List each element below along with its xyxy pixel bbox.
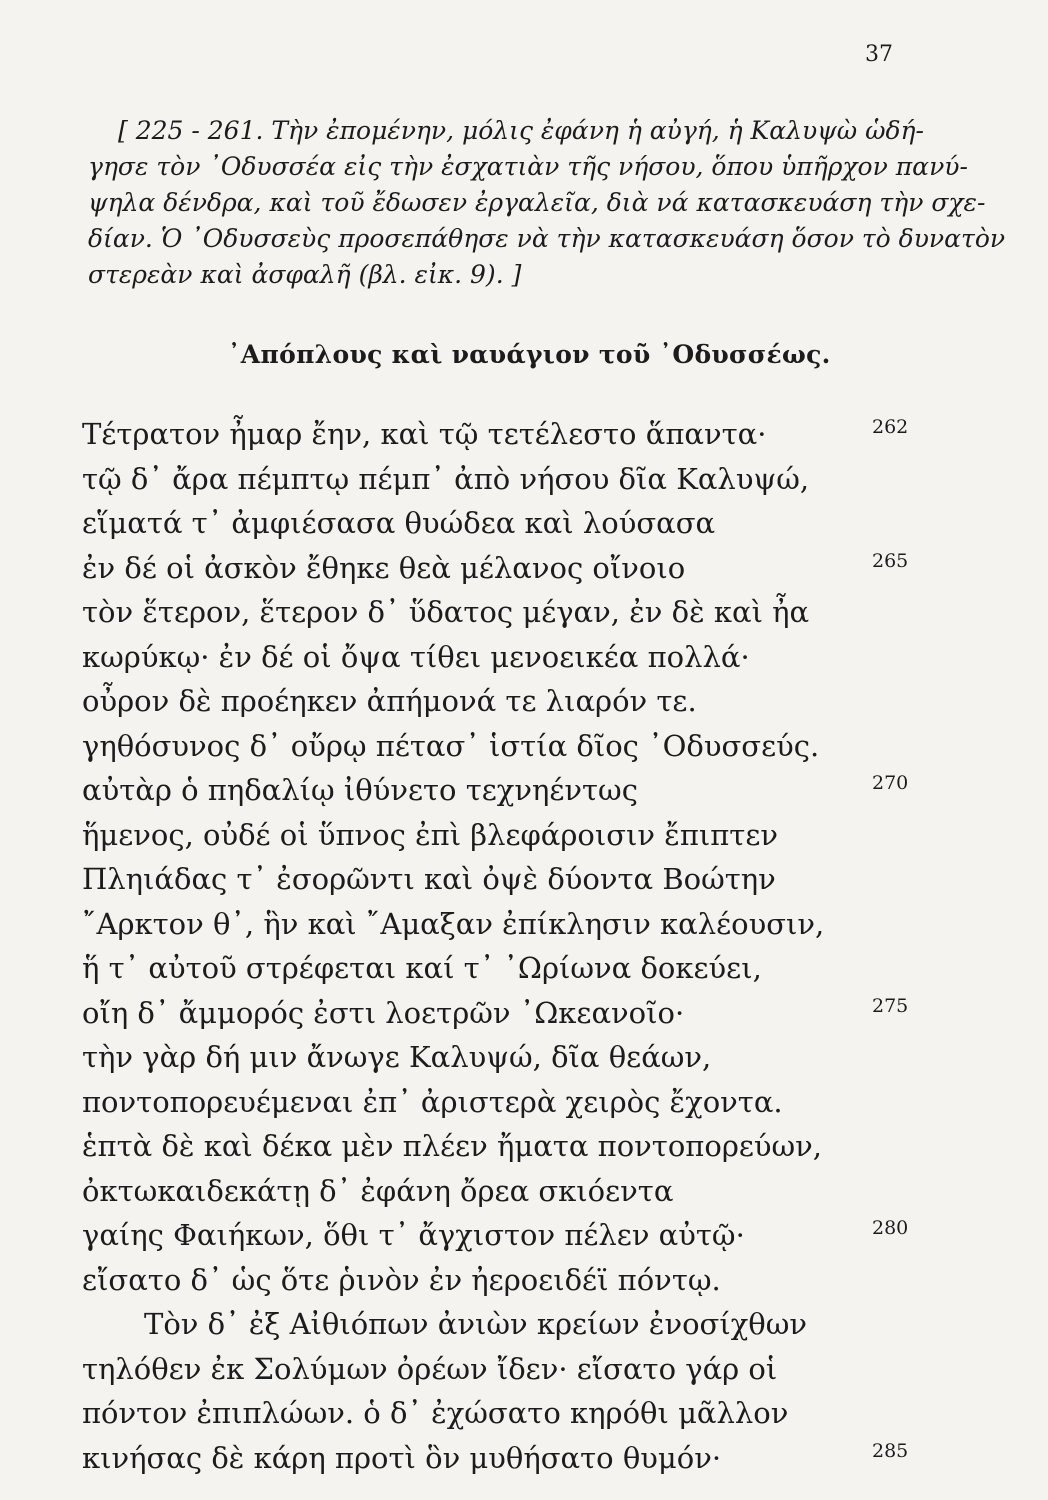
verse-line (82, 724, 962, 769)
line-number: 262 (872, 416, 909, 438)
summary-line: στερεὰν καὶ ἀσφαλῆ (βλ. εἰκ. 9). ] (88, 260, 522, 289)
verse-line (82, 1124, 962, 1169)
verse-line (82, 1035, 962, 1080)
verse-text: κωρύκῳ· ἐν δέ οἱ ὄψα τίθει μενοεικέα πολλά· (82, 639, 750, 674)
verse-text: ἑπτὰ δὲ καὶ δέκα μὲν πλέεν ἤματα ποντοπορεύων, (82, 1129, 823, 1163)
verse-line (82, 412, 962, 457)
verse-text: ῎Αρκτον θ᾿, ἣν καὶ ῎Αμαξαν ἐπίκλησιν καλέουσιν, (82, 906, 825, 941)
verse-line (82, 1347, 962, 1392)
verse-text: ἥ τ᾿ αὐτοῦ στρέφεται καί τ᾿ ᾿Ωρίωνα δοκεύει, (82, 951, 762, 985)
verse-text: οἴη δ᾿ ἄμμορός ἐστι λοετρῶν ᾿Ωκεανοῖο· (82, 995, 685, 1030)
verse-line (82, 1436, 962, 1481)
summary-line: δίαν. Ὁ ᾿Οδυσσεὺς προσεπάθησε νὰ τὴν κατασκευάση ὅσον τὸ δυνατὸν (88, 224, 1006, 253)
verse-line (82, 902, 962, 947)
verse-line (82, 946, 962, 991)
summary-line: γησε τὸν ᾿Οδυσσέα εἰς τὴν ἐσχατιὰν τῆς νήσου, ὅπου ὑπῆρχον πανύ- (88, 152, 968, 181)
verse-text: τὴν γὰρ δή μιν ἄνωγε Καλυψώ, δῖα θεάων, (82, 1040, 712, 1074)
line-number: 285 (872, 1439, 909, 1462)
verse-text: αὐτὰρ ὁ πηδαλίῳ ἰθύνετο τεχνηέντως (82, 773, 638, 807)
verse-text: ποντοπορευέμεναι ἐπ᾿ ἀριστερὰ χειρὸς ἔχοντα. (82, 1084, 783, 1119)
verse-text: ἥμενος, οὐδέ οἱ ὕπνος ἐπὶ βλεφάροισιν ἔπιπτεν (82, 817, 778, 852)
verse-text: εἵματά τ᾿ ἀμφιέσασα θυώδεα καὶ λούσασα (82, 506, 716, 540)
verse-line (82, 1391, 962, 1436)
verse-line (82, 635, 962, 680)
verse-line (82, 1213, 962, 1258)
verse-line (82, 546, 962, 591)
verse-text: τὸν ἕτερον, ἕτερον δ᾿ ὕδατος μέγαν, ἐν δὲ καὶ ἦα (82, 595, 810, 629)
verse-line (82, 813, 962, 858)
verse-text: Πληιάδας τ᾿ ἐσορῶντι καὶ ὀψὲ δύοντα Βοώτην (82, 862, 776, 896)
summary-paragraph (88, 116, 1006, 298)
verse-text: Τὸν δ᾿ ἐξ Αἰθιόπων ἀνιὼν κρείων ἐνοσίχθων (144, 1307, 808, 1341)
verse-line (82, 991, 962, 1036)
verse-line (82, 768, 962, 813)
verse-line (82, 501, 962, 546)
summary-line: [ 225 - 261. Τὴν ἐπομένην, μόλις ἐφάνη ἡ αὐγή, ἡ Καλυψὼ ὡδή- (118, 116, 924, 145)
verse-line (82, 1258, 962, 1303)
verse-text: τηλόθεν ἐκ Σολύμων ὀρέων ἴδεν· εἴσατο γάρ οἱ (82, 1351, 778, 1386)
verse-line (82, 1080, 962, 1125)
verse-text: ὀκτωκαιδεκάτῃ δ᾿ ἐφάνη ὄρεα σκιόεντα (82, 1173, 674, 1208)
verse-text: κινήσας δὲ κάρη προτὶ ὃν μυθήσατο θυμόν· (82, 1440, 722, 1475)
verse-line (82, 857, 962, 902)
verse-text: γαίης Φαιήκων, ὅθι τ᾿ ἄγχιστον πέλεν αὐτῷ· (82, 1218, 745, 1252)
verse-line (82, 1169, 962, 1214)
verse-text: εἴσατο δ᾿ ὡς ὅτε ῥινὸν ἐν ἠεροειδέϊ πόντῳ. (82, 1262, 721, 1297)
line-number: 280 (872, 1217, 909, 1239)
verse-line (82, 679, 962, 724)
verse-text: πόντον ἐπιπλώων. ὁ δ᾿ ἐχώσατο κηρόθι μᾶλλον (82, 1396, 789, 1430)
verse-line (82, 1302, 962, 1347)
verse-text: ἐν δέ οἱ ἀσκὸν ἔθηκε θεὰ μέλανος οἴνοιο (82, 550, 686, 585)
line-number: 265 (872, 549, 909, 572)
verse-line (82, 457, 962, 502)
verse-line (82, 590, 962, 635)
verse-text: Τέτρατον ἦμαρ ἔην, καὶ τῷ τετέλεστο ἅπαντα· (82, 417, 767, 451)
section-heading: ᾿Απόπλους καὶ ναυάγιον τοῦ ᾿Οδυσσέως. (228, 340, 831, 369)
line-number: 275 (872, 994, 909, 1017)
verse-text: γηθόσυνος δ᾿ οὔρῳ πέτασ᾿ ἱστία δῖος ᾿Οδυσσεύς. (82, 728, 820, 763)
verse-text: οὖρον δὲ προέηκεν ἀπήμονά τε λιαρόν τε. (82, 684, 697, 718)
verse-text: τῷ δ᾿ ἄρα πέμπτῳ πέμπ᾿ ἀπὸ νήσου δῖα Καλυψώ, (82, 461, 810, 496)
line-number: 270 (872, 772, 909, 794)
page-number: 37 (865, 42, 893, 67)
poem-text (82, 412, 962, 1480)
summary-line: ψηλα δένδρα, καὶ τοῦ ἔδωσεν ἐργαλεῖα, διὰ νά κατασκευάση τὴν σχε- (88, 188, 986, 217)
